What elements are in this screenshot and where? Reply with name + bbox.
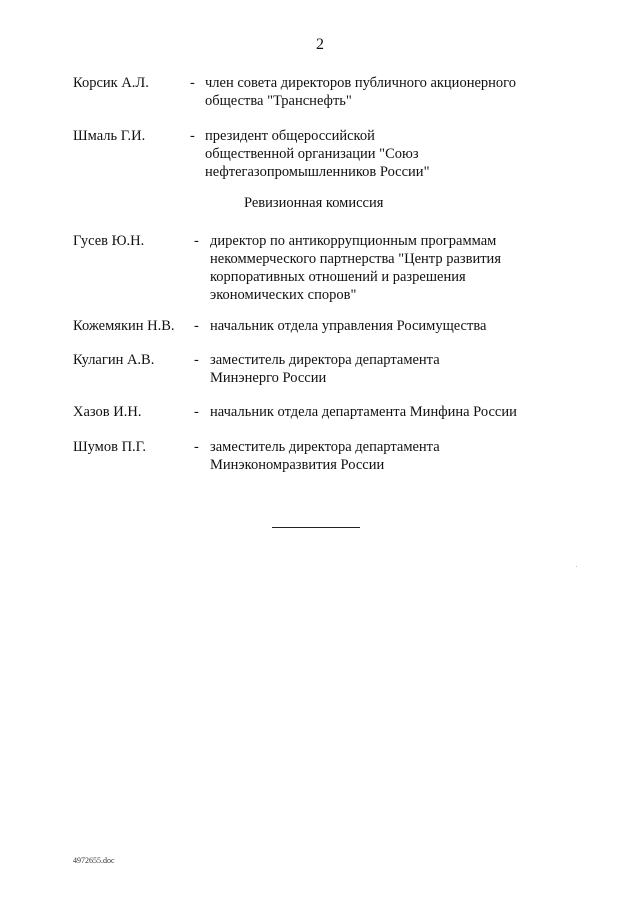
person-name: Корсик А.Л. [73,75,149,91]
position-line: президент общероссийской [205,128,375,144]
position-line: Минэкономразвития России [210,457,385,473]
position-line: начальник отдела департамента Минфина России [210,404,517,420]
page-number: 2 [316,36,324,53]
position-line: некоммерческого партнерства "Центр развития [210,251,501,267]
entry-dash: - [194,404,199,420]
position-line: общества "Транснефть" [205,93,352,109]
position-line: начальник отдела управления Росимущества [210,318,487,334]
closing-rule [272,527,360,528]
person-position [205,127,430,181]
footer-filename: 4972655.doc [73,856,115,865]
person-position [210,317,486,335]
position-line: заместитель директора департамента [210,352,440,368]
position-line: директор по антикоррупционным программам [210,233,497,249]
person-name: Хазов И.Н. [73,404,142,420]
person-position [210,403,517,421]
position-line: член совета директоров публичного акционерного [205,75,516,91]
person-name: Шмаль Г.И. [73,128,146,144]
entry-dash: - [194,318,199,334]
person-position [210,351,440,387]
position-line: заместитель директора департамента [210,439,440,455]
person-name: Гусев Ю.Н. [73,233,145,249]
entry-dash: - [190,128,195,144]
position-line: экономических споров" [210,287,357,303]
scan-speck [576,566,577,567]
person-name: Шумов П.Г. [73,439,147,455]
entry-dash: - [194,439,199,455]
person-position [210,438,440,474]
entry-dash: - [194,233,199,249]
position-line: корпоративных отношений и разрешения [210,269,466,285]
entry-dash: - [190,75,195,91]
entry-dash: - [194,352,199,368]
position-line: Минэнерго России [210,370,327,386]
person-position [205,74,516,110]
person-name: Кожемякин Н.В. [73,318,175,334]
person-name: Кулагин А.В. [73,352,155,368]
section-heading: Ревизионная комиссия [244,195,384,211]
position-line: общественной организации "Союз [205,146,419,162]
position-line: нефтегазопромышленников России" [205,164,430,180]
person-position [210,232,501,304]
